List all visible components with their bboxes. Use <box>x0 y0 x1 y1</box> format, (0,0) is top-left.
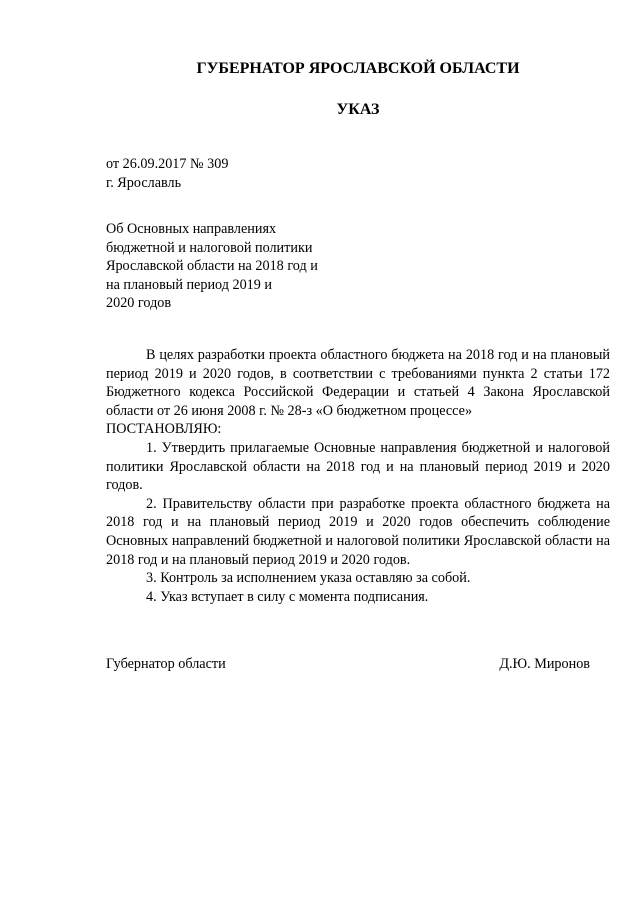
city: г. Ярославль <box>106 174 182 191</box>
subject-line: Ярославской области на 2018 год и <box>106 258 318 274</box>
decree-item: 3. Контроль за исполнением указа оставляю за собой. <box>146 570 471 587</box>
signatory-name: Д.Ю. Миронов <box>499 656 590 672</box>
issuer-title: ГУБЕРНАТОР ЯРОСЛАВСКОЙ ОБЛАСТИ <box>196 60 520 77</box>
document-meta <box>106 155 228 192</box>
decree-item: 2. Правительству области при разработке проекта областного бюджета на 2018 год и на плановый период 2019 и 2020 годов обеспечить соблюдение Основных направлений бюджетной и налоговой политики Ярославской области на 2018 год и на плановый период 2019 и 2020 годов. <box>106 495 610 568</box>
subject-line: бюджетной и налоговой политики <box>106 239 313 256</box>
document-body <box>106 346 610 606</box>
document-type: УКАЗ <box>336 101 380 118</box>
signatory-position: Губернатор области <box>106 656 226 672</box>
subject-line: Об Основных направлениях <box>106 221 277 237</box>
signature-block <box>106 656 590 673</box>
decree-item: 1. Утвердить прилагаемые Основные направления бюджетной и налоговой политики Ярославской области на 2018 год и на плановый период 2019 и 2020 годов. <box>106 439 610 494</box>
decree-item: 4. Указ вступает в силу с момента подписания. <box>146 588 429 605</box>
date-number: от 26.09.2017 № 309 <box>106 156 229 172</box>
document-subject <box>106 220 318 313</box>
decree-word: ПОСТАНОВЛЯЮ: <box>106 421 222 438</box>
subject-line: 2020 годов <box>106 295 172 311</box>
subject-line: на плановый период 2019 и <box>106 276 273 293</box>
preamble-paragraph: В целях разработки проекта областного бюджета на 2018 год и на плановый период 2019 и 2020 годов, в соответствии с требованиями пункта 2 статьи 172 Бюджетного кодекса Российской Федерации и статьей 4 Закона Ярославской области от 26 июня 2008 г. № 28-з «О бюджетном процессе» <box>106 347 610 419</box>
